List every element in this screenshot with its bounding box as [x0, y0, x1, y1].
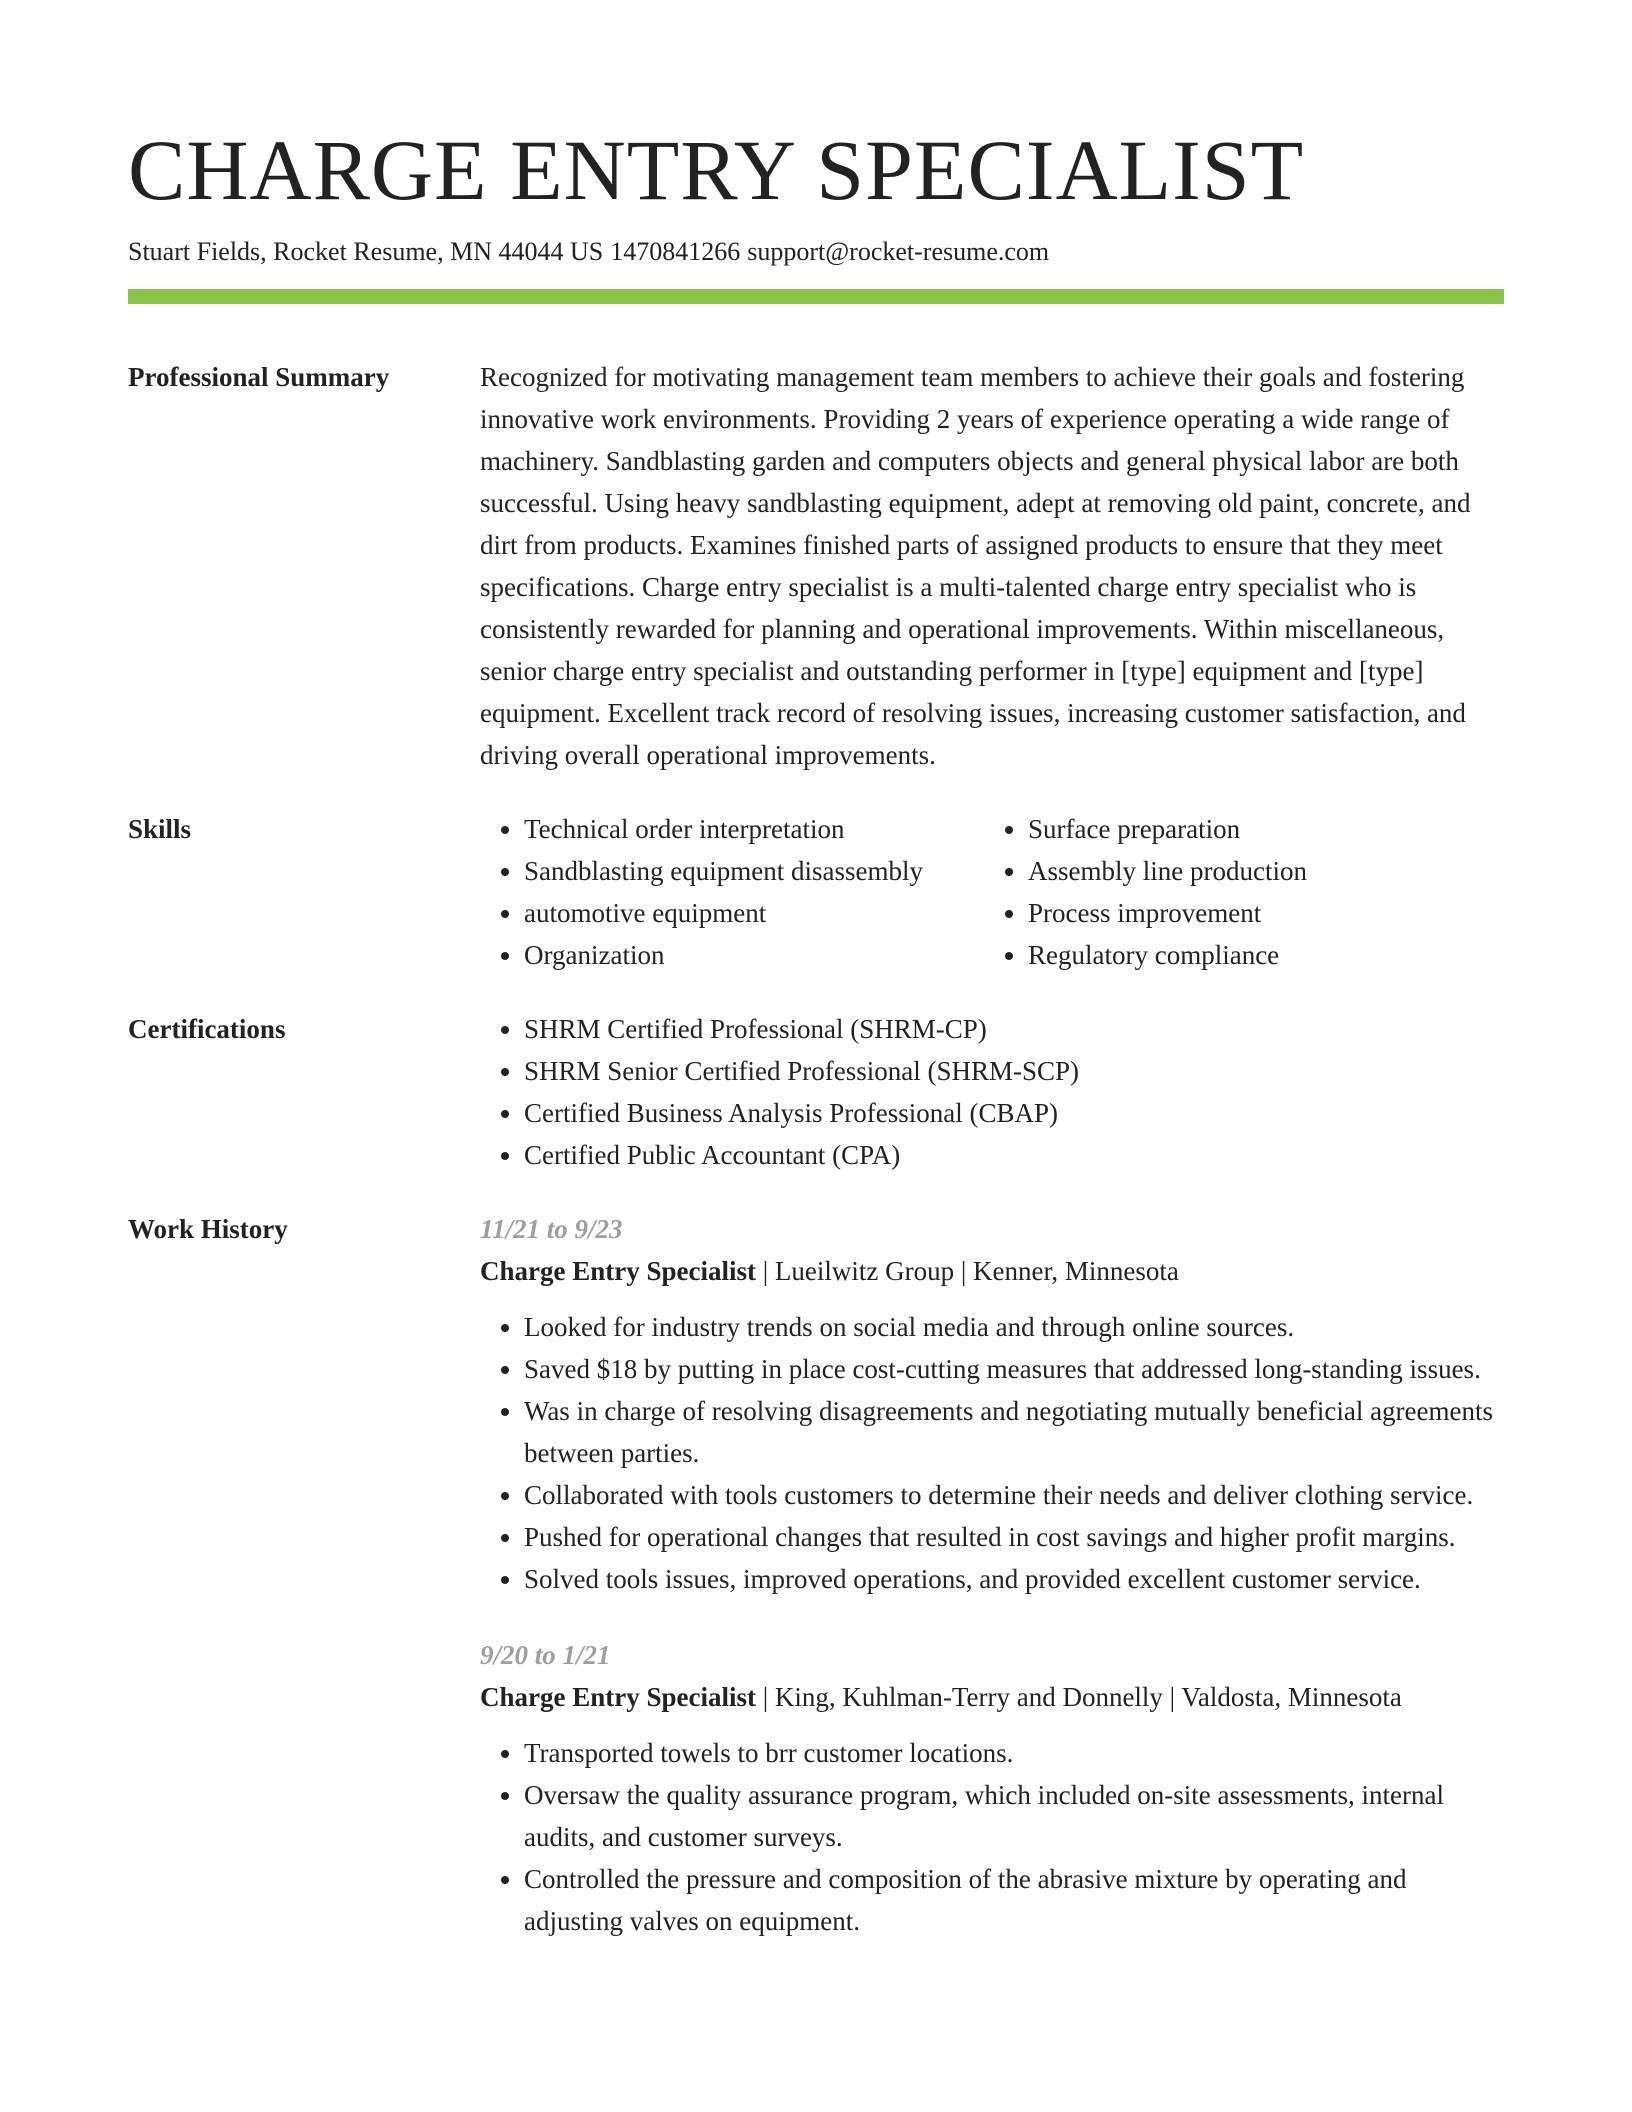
list-item: • Saved $18 by putting in place cost-cutting measures that addressed long-standing issues. [524, 1348, 1504, 1390]
job-title: Charge Entry Specialist [480, 1682, 756, 1712]
section-title-work-history: Work History [128, 1214, 288, 1244]
list-item: • Surface preparation [1028, 808, 1307, 850]
job-heading [480, 1250, 1504, 1292]
job-details: | Lueilwitz Group | Kenner, Minnesota [756, 1256, 1179, 1286]
list-item: • Regulatory compliance [1028, 934, 1307, 976]
job-entry [480, 1208, 1504, 1600]
page-title: CHARGE ENTRY SPECIALIST [128, 122, 1305, 218]
job-details: | King, Kuhlman-Terry and Donnelly | Valdosta, Minnesota [756, 1682, 1402, 1712]
summary-section [128, 356, 1504, 776]
job-title: Charge Entry Specialist [480, 1256, 756, 1286]
job-dates: 11/21 to 9/23 [480, 1214, 623, 1244]
list-item: • SHRM Certified Professional (SHRM-CP) [524, 1008, 1504, 1050]
summary-text: Recognized for motivating management team members to achieve their goals and fostering innovative work environments. Providing 2 years of experience operating a wide range of machinery. Sandblasting garden and computers objects and general physical labor are both successful. Using heavy sandblasting equipment, adept at removing old paint, concrete, and dirt from products. Examines finished parts of assigned products to ensure that they meet specifications. Charge entry specialist is a multi-talented charge entry specialist who is consistently rewarded for planning and operational improvements. Within miscellaneous, senior charge entry specialist and outstanding performer in [type] equipment and [type] equipment. Excellent track record of resolving issues, increasing customer satisfaction, and driving overall operational improvements. [480, 362, 1471, 770]
contact-phone: 1470841266 [610, 237, 741, 266]
skills-section [128, 808, 1504, 976]
list-item: • Process improvement [1028, 892, 1307, 934]
list-item: • Organization [524, 934, 984, 976]
job-heading [480, 1676, 1504, 1718]
list-item: • Certified Business Analysis Professional (CBAP) [524, 1092, 1504, 1134]
list-item: • Looked for industry trends on social media and through online sources. [524, 1306, 1504, 1348]
list-item: • automotive equipment [524, 892, 984, 934]
job-bullets [480, 1306, 1504, 1600]
list-item: • SHRM Senior Certified Professional (SHRM-SCP) [524, 1050, 1504, 1092]
contact-address: Stuart Fields, Rocket Resume, MN 44044 US [128, 237, 604, 266]
section-title-skills: Skills [128, 814, 192, 844]
skills-list-col2 [984, 808, 1307, 976]
resume-page [128, 0, 1504, 1976]
list-item: • Sandblasting equipment disassembly [524, 850, 984, 892]
section-title-certifications: Certifications [128, 1014, 286, 1044]
skills-list-col1 [480, 808, 984, 976]
list-item: • Collaborated with tools customers to determine their needs and deliver clothing service. [524, 1474, 1504, 1516]
list-item: • Transported towels to brr customer locations. [524, 1732, 1504, 1774]
job-bullets [480, 1732, 1504, 1942]
section-title-summary: Professional Summary [128, 362, 390, 392]
list-item: • Assembly line production [1028, 850, 1307, 892]
list-item: • Technical order interpretation [524, 808, 984, 850]
job-dates: 9/20 to 1/21 [480, 1640, 611, 1670]
contact-line [128, 234, 1504, 270]
list-item: • Pushed for operational changes that resulted in cost savings and higher profit margins. [524, 1516, 1504, 1558]
list-item: • Certified Public Accountant (CPA) [524, 1134, 1504, 1176]
list-item: • Was in charge of resolving disagreements and negotiating mutually beneficial agreements between parties. [524, 1390, 1504, 1474]
work-history-section [128, 1208, 1504, 1976]
list-item: • Solved tools issues, improved operations, and provided excellent customer service. [524, 1558, 1504, 1600]
certifications-section [128, 1008, 1504, 1176]
contact-email: support@rocket-resume.com [747, 237, 1050, 266]
accent-divider [128, 289, 1504, 304]
list-item: • Controlled the pressure and composition of the abrasive mixture by operating and adjusting valves on equipment. [524, 1858, 1504, 1942]
list-item: • Oversaw the quality assurance program, which included on-site assessments, internal audits, and customer surveys. [524, 1774, 1504, 1858]
job-entry [480, 1634, 1504, 1942]
certifications-list [480, 1008, 1504, 1176]
